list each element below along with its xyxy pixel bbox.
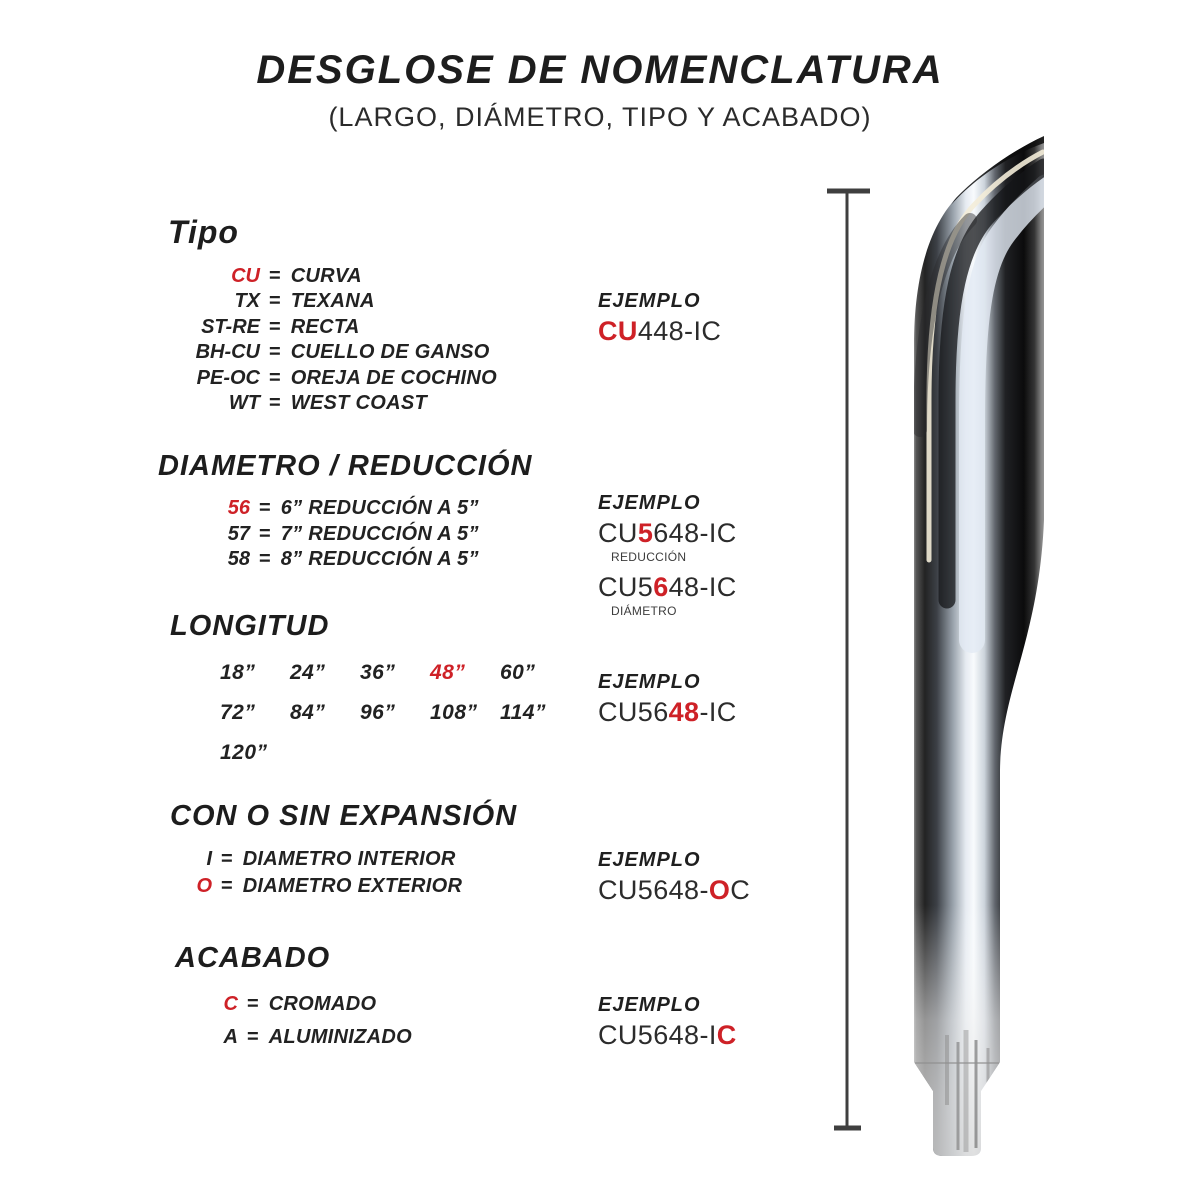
tipo-row: [168, 264, 497, 289]
section-expansion-heading: CON O SIN EXPANSIÓN: [170, 800, 518, 832]
example-code: [598, 316, 721, 347]
example-caption: DIÁMETRO: [611, 604, 677, 618]
longitud-grid: [170, 661, 570, 781]
tipo-value: WEST COAST: [290, 392, 428, 415]
example-code: [598, 875, 750, 906]
section-diametro: [158, 450, 532, 573]
diametro-rows: [158, 496, 532, 573]
code-highlight: C: [716, 1020, 737, 1050]
acabado-value: CROMADO: [268, 993, 377, 1015]
example-label: EJEMPLO: [598, 994, 701, 1016]
page-subtitle: (LARGO, DIÁMETRO, TIPO Y ACABADO): [328, 102, 872, 132]
code-rest: 48-IC: [668, 572, 737, 602]
code-highlight: CU: [598, 316, 638, 346]
tipo-row: [168, 315, 497, 340]
equals-sign: =: [269, 265, 281, 287]
example-label: EJEMPLO: [598, 492, 701, 514]
page-title: DESGLOSE DE NOMENCLATURA: [256, 48, 944, 92]
tipo-value: RECTA: [290, 315, 360, 338]
example-acabado: [598, 994, 737, 1051]
acabado-code: A: [223, 1025, 238, 1048]
diametro-value: 7” REDUCCIÓN A 5”: [280, 522, 479, 545]
example-diametro: [598, 492, 737, 625]
example-longitud: [598, 671, 737, 728]
equals-sign: =: [259, 548, 271, 571]
diametro-value: 6” REDUCCIÓN A 5”: [280, 497, 479, 519]
diametro-row: [158, 522, 532, 548]
example-caption: REDUCCIÓN: [611, 550, 687, 564]
example-expansion: [598, 849, 750, 906]
code-pre: CU: [598, 518, 638, 548]
longitud-row: [220, 701, 570, 741]
example-code: [598, 1020, 737, 1051]
tipo-code: CU: [231, 265, 260, 287]
equals-sign: =: [247, 993, 259, 1015]
diametro-code: 57: [227, 522, 250, 545]
diametro-row: [158, 496, 532, 522]
equals-sign: =: [269, 290, 281, 313]
expansion-value: DIAMETRO INTERIOR: [242, 848, 456, 870]
code-rest: -IC: [699, 697, 737, 727]
equals-sign: =: [259, 497, 271, 519]
example-label: EJEMPLO: [598, 290, 701, 312]
tipo-row: [168, 340, 497, 365]
acabado-rows: [175, 988, 412, 1053]
example-code: [598, 697, 737, 728]
acabado-row: [175, 988, 412, 1021]
example-label: EJEMPLO: [598, 671, 701, 693]
acabado-row: [175, 1021, 412, 1054]
expansion-value: DIAMETRO EXTERIOR: [242, 874, 463, 897]
section-longitud-heading: LONGITUD: [170, 610, 330, 642]
tipo-row: [168, 366, 497, 391]
code-pre: CU5648-: [598, 875, 709, 905]
section-expansion: [170, 800, 517, 899]
equals-sign: =: [247, 1025, 259, 1048]
length-option: 24”: [290, 661, 326, 684]
code-rest: 648-IC: [653, 518, 737, 548]
section-tipo: [168, 214, 497, 416]
acabado-code: C: [223, 993, 238, 1015]
length-option-highlighted: 48”: [430, 661, 466, 684]
example-label: EJEMPLO: [598, 849, 701, 871]
code-highlight: 5: [637, 518, 654, 548]
code-pre: CU56: [598, 697, 669, 727]
equals-sign: =: [221, 874, 233, 897]
expansion-code: O: [196, 874, 212, 897]
longitud-row: [220, 741, 570, 781]
code-highlight: 48: [668, 697, 700, 727]
measurement-line: [827, 191, 870, 1128]
equals-sign: =: [269, 315, 281, 338]
code-rest: C: [730, 875, 751, 905]
length-option: 36”: [360, 661, 396, 684]
equals-sign: =: [269, 366, 281, 389]
length-option: 18”: [220, 661, 256, 684]
tipo-code: ST-RE: [201, 315, 260, 338]
tipo-value: CURVA: [290, 265, 362, 287]
example-code: [598, 572, 737, 603]
section-acabado-heading: ACABADO: [175, 942, 331, 974]
expansion-rows: [170, 846, 517, 899]
tipo-value: OREJA DE COCHINO: [290, 366, 497, 389]
diametro-code: 58: [227, 548, 250, 571]
section-tipo-heading: Tipo: [168, 214, 239, 250]
equals-sign: =: [269, 392, 281, 415]
tipo-row: [168, 289, 497, 314]
expansion-row: [170, 846, 517, 873]
tipo-code: WT: [228, 392, 260, 415]
equals-sign: =: [221, 848, 233, 870]
example-tipo: [598, 290, 721, 347]
section-acabado: [175, 942, 412, 1053]
tipo-code: TX: [234, 290, 260, 313]
section-diametro-heading: DIAMETRO / REDUCCIÓN: [158, 450, 533, 482]
equals-sign: =: [269, 341, 281, 364]
code-highlight: O: [708, 875, 731, 905]
length-option: 96”: [360, 701, 396, 724]
example-code: [598, 518, 737, 549]
equals-sign: =: [259, 522, 271, 545]
tipo-value: CUELLO DE GANSO: [290, 341, 490, 364]
expansion-code: I: [206, 848, 212, 870]
length-option: 120”: [220, 741, 268, 764]
pipe-bottom-fade: [900, 905, 1060, 1165]
length-option: 114”: [500, 701, 546, 724]
tipo-code: PE-OC: [196, 366, 260, 389]
code-pre: CU5648-I: [598, 1020, 717, 1050]
length-option: 72”: [220, 701, 256, 724]
diametro-code: 56: [227, 497, 250, 519]
code-highlight: 6: [653, 572, 669, 602]
tipo-value: TEXANA: [290, 290, 375, 313]
length-option: 84”: [290, 701, 326, 724]
expansion-row: [170, 873, 517, 900]
tipo-row: [168, 391, 497, 416]
tipo-code: BH-CU: [195, 341, 260, 364]
diametro-value: 8” REDUCCIÓN A 5”: [280, 548, 479, 571]
section-longitud: [170, 610, 570, 781]
longitud-row: [220, 661, 570, 701]
diametro-row: [158, 547, 532, 573]
length-option: 60”: [500, 661, 536, 684]
acabado-value: ALUMINIZADO: [268, 1025, 412, 1048]
code-pre: CU5: [598, 572, 654, 602]
tipo-rows: [168, 264, 497, 416]
length-option: 108”: [430, 701, 478, 724]
code-rest: 448-IC: [637, 316, 722, 346]
